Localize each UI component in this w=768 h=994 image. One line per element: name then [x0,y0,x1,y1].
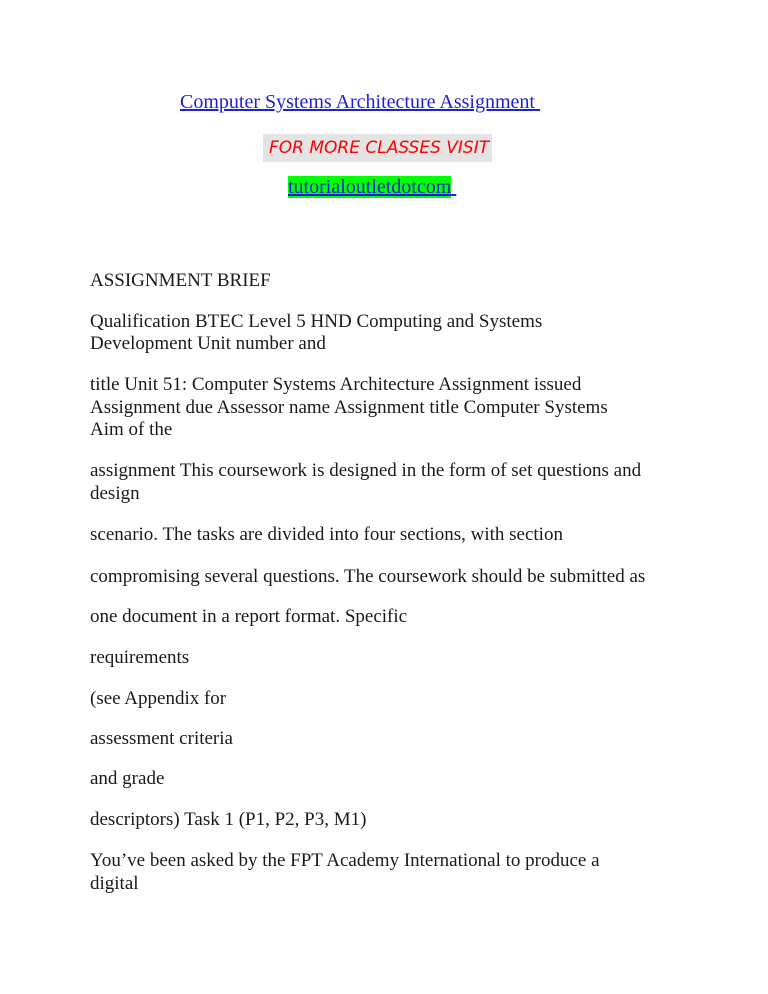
paragraph-line: and grade [90,768,165,789]
visit-banner: FOR MORE CLASSES VISIT [263,134,492,162]
paragraph-line: Development Unit number and [90,333,326,354]
paragraph-line: one document in a report format. Specific [90,606,408,627]
section-heading: ASSIGNMENT BRIEF [90,270,271,291]
paragraph-line: You’ve been asked by the FPT Academy International to produce a [90,850,600,871]
paragraph-line: digital [90,873,139,894]
paragraph-line: Qualification BTEC Level 5 HND Computing and Systems [90,311,543,332]
paragraph-line: requirements [90,647,190,668]
paragraph-line: Aim of the [90,419,173,440]
paragraph-line: scenario. The tasks are divided into four sections, with section [90,524,563,545]
site-link[interactable] [288,176,456,199]
site-link-text[interactable]: tutorialoutletdotcom [288,176,452,198]
paragraph-line: descriptors) Task 1 (P1, P2, P3, M1) [90,809,367,830]
site-link-tail [451,176,456,198]
title-link[interactable]: Computer Systems Architecture Assignment [180,91,540,113]
paragraph-line: assessment criteria [90,728,233,749]
paragraph-line: (see Appendix for [90,688,227,709]
paragraph-line: Assignment due Assessor name Assignment title Computer Systems [90,397,608,418]
paragraph-line: design [90,483,140,504]
paragraph-line: compromising several questions. The coursework should be submitted as [90,566,646,587]
paragraph-line: title Unit 51: Computer Systems Architecture Assignment issued [90,374,582,395]
paragraph-line: assignment This coursework is designed in the form of set questions and [90,460,642,481]
